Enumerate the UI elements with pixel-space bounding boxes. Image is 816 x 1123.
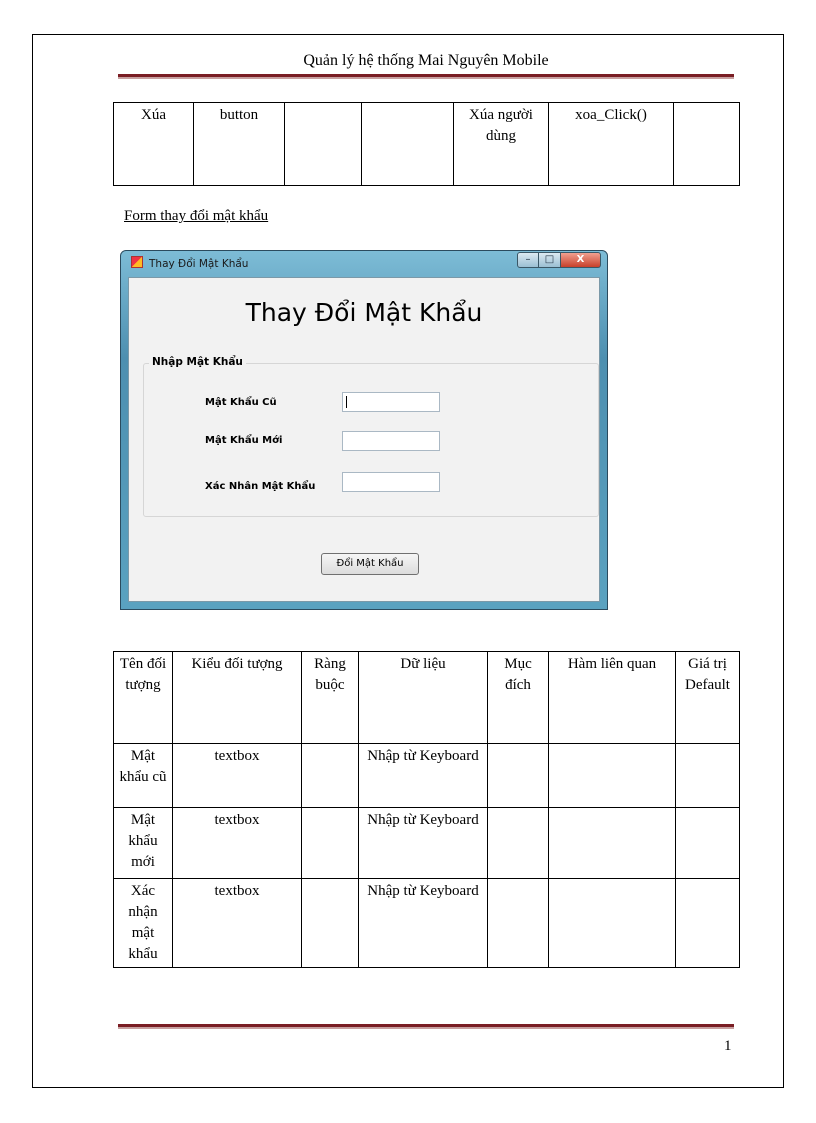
text-caret (346, 396, 347, 408)
column-header: Tên đối tượng (114, 652, 173, 744)
table-row (114, 808, 740, 879)
table-cell: Xác nhận mật khẩu (114, 879, 173, 968)
table-cell (488, 879, 549, 968)
table-cell: Nhập từ Keyboard (359, 744, 488, 808)
change-password-window (120, 250, 608, 610)
table-cell (285, 103, 362, 186)
page-number: 1 (724, 1038, 732, 1054)
maximize-icon[interactable]: □ (539, 252, 561, 268)
window-title: Thay Đổi Mật Khẩu (149, 258, 249, 270)
column-header: Hàm liên quan (549, 652, 676, 744)
table-cell: Mật khẩu mới (114, 808, 173, 879)
confirm-password-input[interactable] (342, 472, 440, 492)
new-password-label: Mật Khẩu Mới (205, 435, 283, 446)
table-header-row (114, 652, 740, 744)
table-cell (676, 879, 740, 968)
confirm-password-label: Xác Nhân Mật Khẩu (205, 481, 316, 492)
table-cell (676, 808, 740, 879)
objects-table (113, 651, 740, 968)
table-cell: textbox (173, 879, 302, 968)
column-header: Mục đích (488, 652, 549, 744)
table-cell: Nhập từ Keyboard (359, 879, 488, 968)
column-header: Giá trị Default (676, 652, 740, 744)
change-password-button[interactable]: Đổi Mật Khẩu (321, 553, 419, 575)
table-cell (488, 744, 549, 808)
table-cell (302, 744, 359, 808)
table-cell (302, 808, 359, 879)
app-icon (131, 256, 143, 268)
section-label: Form thay đổi mật khẩu (124, 208, 269, 224)
table-cell (549, 879, 676, 968)
table-cell: Xúa (114, 103, 194, 186)
table-cell (549, 744, 676, 808)
window-titlebar (131, 253, 248, 275)
old-password-input[interactable] (342, 392, 440, 412)
form-heading: Thay Đổi Mật Khẩu (245, 298, 483, 327)
close-icon[interactable]: X (561, 252, 601, 268)
table-cell (676, 744, 740, 808)
groupbox-label: Nhập Mật Khẩu (149, 356, 246, 368)
window-client-area (128, 277, 600, 602)
table-cell: xoa_Click() (549, 103, 674, 186)
table-cell (302, 879, 359, 968)
table-cell: button (194, 103, 285, 186)
table-cell (362, 103, 454, 186)
table-cell (549, 808, 676, 879)
column-header: Ràng buộc (302, 652, 359, 744)
table-row (114, 879, 740, 968)
top-table (113, 102, 740, 186)
table-row (114, 744, 740, 808)
table-row (114, 103, 740, 186)
header-rule (118, 74, 734, 79)
window-controls (517, 252, 601, 268)
footer-rule (118, 1024, 734, 1029)
table-cell: Nhập từ Keyboard (359, 808, 488, 879)
table-cell: textbox (173, 808, 302, 879)
minimize-icon[interactable]: – (517, 252, 539, 268)
new-password-input[interactable] (342, 431, 440, 451)
table-cell: Mật khẩu cũ (114, 744, 173, 808)
column-header: Dữ liệu (359, 652, 488, 744)
table-cell (488, 808, 549, 879)
column-header: Kiểu đối tượng (173, 652, 302, 744)
table-cell: Xúa người dùng (454, 103, 549, 186)
table-cell (674, 103, 740, 186)
table-cell: textbox (173, 744, 302, 808)
old-password-label: Mật Khẩu Cũ (205, 397, 277, 408)
page-header-title: Quản lý hệ thống Mai Nguyên Mobile (303, 52, 549, 69)
